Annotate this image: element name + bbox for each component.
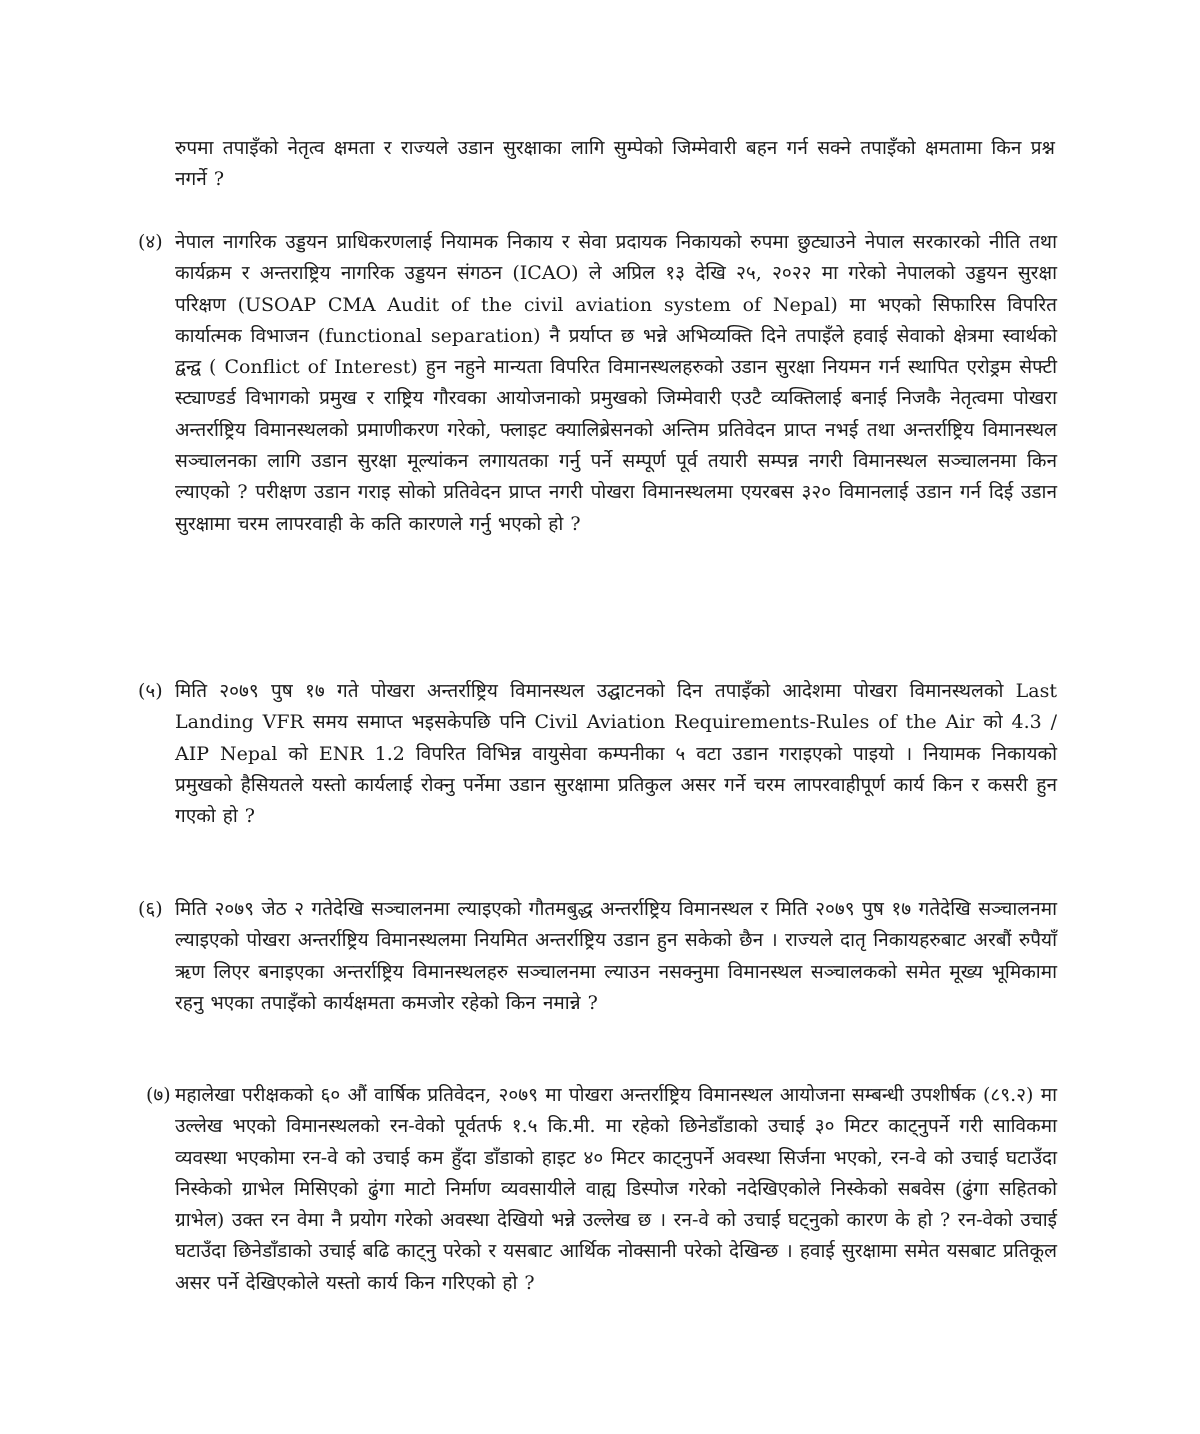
question-item-7	[175, 1080, 1057, 1299]
question-item-6	[175, 894, 1057, 1019]
item-text-5: मिति २०७९ पुष १७ गते पोखरा अन्तर्राष्ट्रिय विमानस्थल उद्घाटनको दिन तपाइँको आदेशमा पोखरा विमानस्थलको Last Landing VFR समय समाप्त भइसकेपछि पनि Civil Aviation Requirements-Rules of the Air को 4.3 / AIP Nepal को ENR 1.2 विपरित विभिन्न वायुसेवा कम्पनीका ५ वटा उडान गराइएको पाइयो । नियामक निकायको प्रमुखको हैसियतले यस्तो कार्यलाई रोक्नु पर्नेमा उडान सुरक्षामा प्रतिकुल असर गर्ने चरम लापरवाहीपूर्ण कार्य किन र कसरी हुन गएको हो ?	[175, 680, 1057, 828]
intro-paragraph	[175, 133, 1055, 196]
item-number-4: (४)	[138, 231, 163, 253]
item-text-7: महालेखा परीक्षकको ६० औं वार्षिक प्रतिवेदन, २०७९ मा पोखरा अन्तर्राष्ट्रिय विमानस्थल आयोजना सम्बन्धी उपशीर्षक (८९.२) मा उल्लेख भएको विमानस्थलको रन-वेको पूर्वतर्फ १.५ कि.मी. मा रहेको छिनेडाँडाको उचाई ३० मिटर काट्नुपर्ने गरी साविकमा व्यवस्था भएकोमा रन-वे को उचाई कम हुँदा डाँडाको हाइट ४० मिटर काट्नुपर्ने अवस्था सिर्जना भएको, रन-वे को उचाई घटाउँदा निस्केको ग्राभेल मिसिएको ढुंगा माटो निर्माण व्यवसायीले वाह्य डिस्पोज गरेको नदेखिएकोले निस्केको सबवेस (ढुंगा सहितको ग्राभेल) उक्त रन वेमा नै प्रयोग गरेको अवस्था देखियो भन्ने उल्लेख छ । रन-वे को उचाई घट्नुको कारण के हो ? रन-वेको उचाई घटाउँदा छिनेडाँडाको उचाई बढि काट्नु परेको र यसबाट आर्थिक नोक्सानी परेको देखिन्छ । हवाई सुरक्षामा समेत यसबाट प्रतिकूल असर पर्ने देखिएकोले यस्तो कार्य किन गरिएको हो ?	[175, 1084, 1057, 1294]
item-text-4: नेपाल नागरिक उड्डयन प्राधिकरणलाई नियामक निकाय र सेवा प्रदायक निकायको रुपमा छुट्याउने नेपाल सरकारको नीति तथा कार्यक्रम र अन्तराष्ट्रिय नागरिक उड्डयन संगठन (ICAO) ले अप्रिल १३ देखि २५, २०२२ मा गरेको नेपालको उड्डयन सुरक्षा परिक्षण (USOAP CMA Audit of the civil aviation system of Nepal) मा भएको सिफारिस विपरित कार्यात्मक विभाजन (functional separation) नै प्रर्याप्त छ भन्ने अभिव्यक्ति दिने तपाइँले हवाई सेवाको क्षेत्रमा स्वार्थको द्वन्द्व ( Conflict of Interest) हुन नहुने मान्यता विपरित विमानस्थलहरुको उडान सुरक्षा नियमन गर्न स्थापित एरोड्रम सेफ्टी स्ट्याण्डर्ड विभागको प्रमुख र राष्ट्रिय गौरवका आयोजनाको प्रमुखको जिम्मेवारी एउटै व्यक्तिलाई बनाई निजकै नेतृत्वमा पोखरा अन्तर्राष्ट्रिय विमानस्थलको प्रमाणीकरण गरेको, फ्लाइट क्यालिब्रेसनको अन्तिम प्रतिवेदन प्राप्त नभई तथा अन्तर्राष्ट्रिय विमानस्थल सञ्चालनका लागि उडान सुरक्षा मूल्यांकन लगायतका गर्नु पर्ने सम्पूर्ण पूर्व तयारी सम्पन्न नगरी विमानस्थल सञ्चालनमा किन ल्याएको ? परीक्षण उडान गराइ सोको प्रतिवेदन प्राप्त नगरी पोखरा विमानस्थलमा एयरबस ३२० विमानलाई उडान गर्न दिई उडान सुरक्षामा चरम लापरवाही के कति कारणले गर्नु भएको हो ?	[175, 231, 1057, 535]
question-item-4	[175, 227, 1057, 540]
item-number-5: (५)	[138, 680, 163, 702]
item-number-6: (६)	[138, 898, 163, 920]
question-item-5	[175, 676, 1057, 832]
item-text-6: मिति २०७९ जेठ २ गतेदेखि सञ्चालनमा ल्याइएको गौतमबुद्ध अन्तर्राष्ट्रिय विमानस्थल र मिति २०७९ पुष १७ गतेदेखि सञ्चालनमा ल्याइएको पोखरा अन्तर्राष्ट्रिय विमानस्थलमा नियमित अन्तर्राष्ट्रिय उडान हुन सकेको छैन । राज्यले दातृ निकायहरुबाट अरबौं रुपैयाँ ऋण लिएर बनाइएका अन्तर्राष्ट्रिय विमानस्थलहरु सञ्चालनमा ल्याउन नसक्नुमा विमानस्थल सञ्चालकको समेत मूख्य भूमिकामा रहनु भएका तपाइँको कार्यक्षमता कमजोर रहेको किन नमान्ने ?	[175, 898, 1057, 1014]
item-number-7: (७)	[146, 1084, 171, 1106]
intro-text: रुपमा तपाइँको नेतृत्व क्षमता र राज्यले उडान सुरक्षाका लागि सुम्पेको जिम्मेवारी बहन गर्न सक्ने तपाइँको क्षमतामा किन प्रश्न नगर्ने ?	[175, 137, 1055, 191]
